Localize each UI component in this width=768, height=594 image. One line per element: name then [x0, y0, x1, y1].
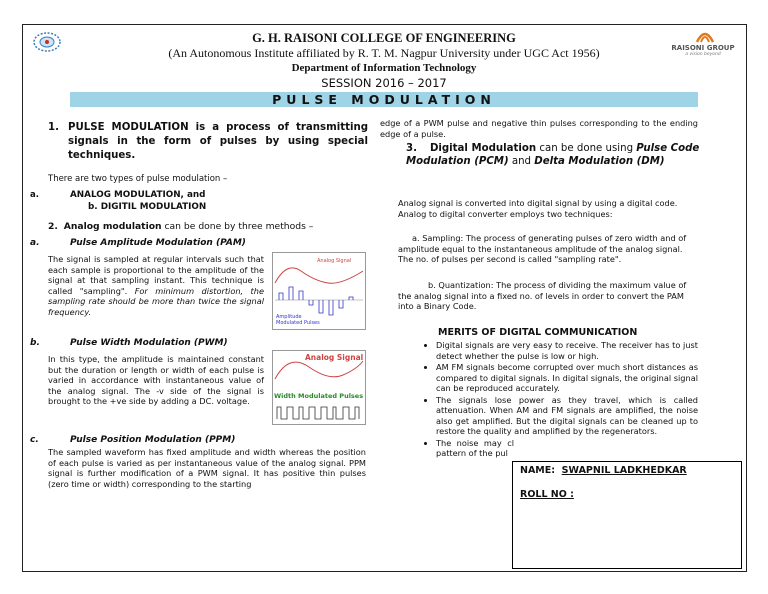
name-value: SWAPNIL LADKHEDKAR [561, 465, 687, 476]
pam-text [48, 254, 264, 317]
pam-italic: For minimum distortion, the sampling rate should be more than twice the signal frequency. [48, 285, 264, 317]
p3-number: 2. [48, 221, 58, 232]
name-row [520, 465, 687, 476]
right-logo-tagline: a vision beyond [685, 52, 721, 57]
pwm-fig-label-pulses: Width Modulated Pulses [274, 392, 364, 400]
merit-item: • The noise may cl pattern of the pul [436, 438, 514, 459]
department-name: Department of Information Technology [291, 62, 477, 74]
college-affiliation: (An Autonomous Institute affiliated by R. T. M. Nagpur University under UGC Act 1956) [168, 46, 600, 60]
p1-number: 1. [48, 122, 59, 133]
name-label: NAME: [520, 465, 556, 476]
p1-text: PULSE MODULATION is a process of transmitting signals in the form of pulses by using special techniques. [68, 122, 368, 161]
merit-item: • The signals lose power as they travel, which is called attenuation. When AM and FM signals are amplified, the noise also get amplified. But the digital signals can be cleaned up to restore the quality and amplified by the regenerators. [436, 395, 698, 437]
college-name: G. H. RAISONI COLLEGE OF ENGINEERING [252, 31, 516, 45]
right-logo-text: RAISONI GROUP [671, 44, 735, 52]
merit-item: • Digital signals are very easy to receive. The receiver has to just detect whether the pulse is low or high. [436, 340, 698, 361]
ppm-continued-text: edge of a PWM pulse and negative thin pulses corresponding to the ending edge of a pulse. [380, 118, 698, 139]
merits-title: MERITS OF DIGITAL COMMUNICATION [438, 327, 638, 338]
sampling-text: a. Sampling: The process of generating pulses of zero width and of amplitude equal to the instantaneous amplitude of the analog signal. The no. of pulses per second is called "sampling rate". [398, 233, 687, 264]
pam-title: Pulse Amplitude Modulation (PAM) [70, 238, 246, 248]
p4-pcm: Pulse Code Modulation (PCM) [406, 143, 700, 167]
ppm-label: c. [30, 435, 39, 445]
p4-bold: Digital Modulation [429, 143, 537, 154]
p4-mid: can be done using [536, 143, 637, 154]
pam-label: a. [30, 238, 40, 248]
pam-fig-label-pulses: Amplitude Modulated Pulses [276, 314, 320, 326]
pam-body: The signal is sampled at regular intervals such that each sample is proportional to the amplitude of the signal at that sampling instant. This technique is called "sampling". [48, 254, 264, 296]
quantization-text: b. Quantization: The process of dividing the maximum value of the analog signal into a fixed no. of levels in order to convert the PAM into a Binary Code. [398, 280, 687, 311]
p4-and: and [508, 156, 535, 167]
pwm-title: Pulse Width Modulation (PWM) [70, 338, 228, 348]
name-box [512, 461, 742, 569]
type-b-text: b. DIGITIL MODULATION [88, 202, 207, 212]
ppm-text: The sampled waveform has fixed amplitude and width whereas the position of each pulse is varied as per instantaneous value of the analog signal. PPM signal is further modification of a PWM signal. It has positive thin pulses (zero time or width) corresponding to the starting [48, 447, 366, 489]
merit-item: • AM FM signals become corrupted over much short distances as compared to digital signals. In digital signals, the original signal can be reproduced accurately. [436, 362, 698, 394]
merits-list [422, 340, 698, 460]
conversion-text: Analog signal is converted into digital signal by using a digital code. Analog to digital converter employs two techniques: [398, 198, 678, 219]
pwm-text: In this type, the amplitude is maintained constant but the duration or length or width of each pulse is varied in accordance with instantaneous value of the analog signal. The -v side of the signal is brought to the +ve side by adding a DC. voltage. [48, 354, 264, 406]
p2-text: There are two types of pulse modulation – [48, 174, 228, 184]
pam-figure [272, 252, 366, 330]
pwm-fig-label-analog: Analog Signal [305, 353, 364, 362]
pwm-figure [272, 350, 366, 425]
p4-number: 3. [406, 143, 417, 154]
session-text: SESSION 2016 – 2017 [321, 76, 447, 90]
pam-fig-label-analog: Analog Signal [317, 258, 352, 264]
ppm-title: Pulse Position Modulation (PPM) [70, 435, 236, 445]
type-a-label: a. [30, 190, 39, 200]
p4-heading [406, 142, 702, 168]
p3-bold: Analog modulation [63, 221, 162, 232]
p3-rest: can be done by three methods – [161, 221, 314, 232]
p4-dm: Delta Modulation (DM) [534, 156, 665, 167]
roll-label: ROLL NO : [520, 489, 574, 500]
pwm-label: b. [30, 338, 40, 348]
type-a-text: ANALOG MODULATION, and [70, 190, 206, 200]
banner-title: PULSE MODULATION [70, 92, 698, 107]
